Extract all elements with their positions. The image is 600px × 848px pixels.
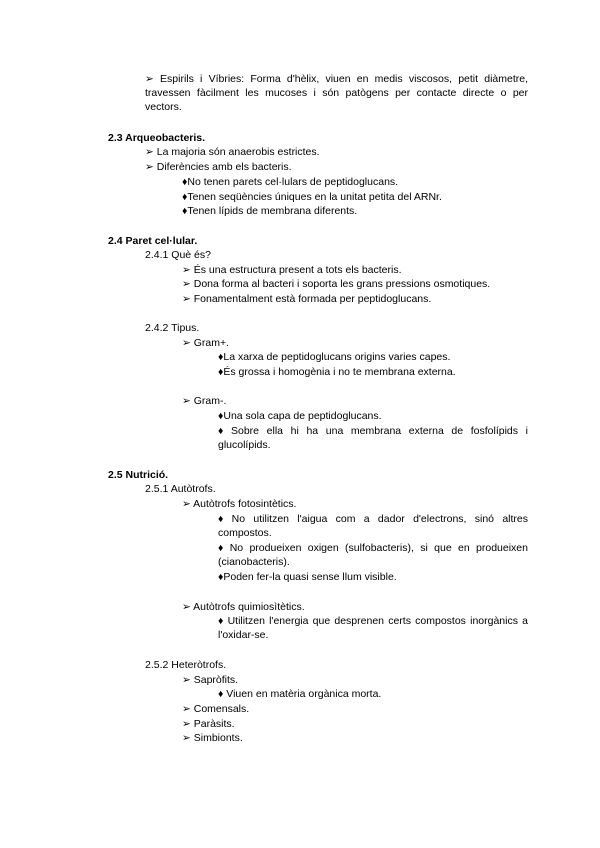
sub-bullet-oxigen xyxy=(218,541,528,569)
bullet-espirils xyxy=(145,72,528,114)
diamond-icon: ♦ xyxy=(218,513,224,525)
heading-paret-cellular: 2.4 Paret cel·lular. xyxy=(108,235,198,247)
sub-bullet-parets xyxy=(182,175,398,189)
arrow-icon: ➢ xyxy=(182,703,191,715)
bullet-text: Autòtrofs quimiosìtètics. xyxy=(193,601,305,613)
sub-bullet-text: Poden fer-la quasi sense llum visible. xyxy=(223,571,397,583)
sub-bullet-aigua xyxy=(218,512,528,540)
arrow-icon: ➢ xyxy=(145,146,154,158)
bullet-comensals xyxy=(182,702,249,716)
sub-bullet-grossa xyxy=(218,365,456,379)
diamond-icon: ♦ xyxy=(218,571,224,583)
bullet-text: Simbionts. xyxy=(193,732,243,744)
bullet-fotosintetics xyxy=(182,497,296,511)
sub-bullet-text: Tenen seqüències úniques en la unitat petita del ARNr. xyxy=(187,191,442,203)
bullet-text: És una estructura present a tots els bacteris. xyxy=(193,264,402,276)
arrow-icon: ➢ xyxy=(182,293,191,305)
sub-bullet-text: És grossa i homogènia i no te membrana externa. xyxy=(223,366,456,378)
bullet-forma xyxy=(182,277,490,291)
diamond-icon: ♦ xyxy=(218,542,224,554)
diamond-icon: ♦ xyxy=(218,425,224,437)
sub-bullet-llum xyxy=(218,570,397,584)
sub-bullet-materia xyxy=(218,687,381,701)
sub-bullet-text: Viuen en matèria orgànica morta. xyxy=(226,688,382,700)
bullet-parasits xyxy=(182,717,235,731)
arrow-icon: ➢ xyxy=(182,395,191,407)
diamond-icon: ♦ xyxy=(218,615,224,627)
subheading-que-es: 2.4.1 Què és? xyxy=(145,249,211,261)
diamond-icon: ♦ xyxy=(218,410,224,422)
bullet-saprofits xyxy=(182,673,238,687)
bullet-text: La majoria són anaerobis estrictes. xyxy=(156,146,320,158)
diamond-icon: ♦ xyxy=(218,366,224,378)
diamond-icon: ♦ xyxy=(182,176,188,188)
sub-bullet-xarxa xyxy=(218,350,450,364)
sub-bullet-capa xyxy=(218,409,382,423)
bullet-text: Sapròfits. xyxy=(193,674,239,686)
arrow-icon: ➢ xyxy=(145,73,154,85)
arrow-icon: ➢ xyxy=(182,337,191,349)
bullet-text: Diferències amb els bacteris. xyxy=(156,161,292,173)
bullet-text: Dona forma al bacteri i soporta les grans pressions osmotiques. xyxy=(193,278,491,290)
bullet-diferencies xyxy=(145,160,292,174)
sub-bullet-text: No utilitzen l'aigua com a dador d'electrons, sinó altres compostos. xyxy=(218,513,528,539)
sub-bullet-text: Utilitzen l'energia que desprenen certs compostos inorgànics a l'oxidar-se. xyxy=(218,615,529,641)
arrow-icon: ➢ xyxy=(182,601,191,613)
diamond-icon: ♦ xyxy=(218,688,224,700)
heading-arqueobacteris: 2.3 Arqueobacteris. xyxy=(108,132,206,144)
arrow-icon: ➢ xyxy=(182,498,191,510)
sub-bullet-text: Una sola capa de peptidoglucans. xyxy=(223,410,382,422)
sub-bullet-sequencies xyxy=(182,190,442,204)
bullet-text: Gram-. xyxy=(193,395,227,407)
bullet-text: Comensals. xyxy=(193,703,250,715)
arrow-icon: ➢ xyxy=(182,264,191,276)
arrow-icon: ➢ xyxy=(182,674,191,686)
heading-nutricio: 2.5 Nutrició. xyxy=(108,469,169,481)
bullet-text: Autòtrofs fotosintètics. xyxy=(193,498,297,510)
bullet-anaerobis xyxy=(145,145,320,159)
arrow-icon: ➢ xyxy=(182,278,191,290)
subheading-heterotrofs: 2.5.2 Heteròtrofs. xyxy=(145,659,227,671)
bullet-text: Fonamentalment està formada per peptidoglucans. xyxy=(193,293,432,305)
diamond-icon: ♦ xyxy=(218,351,224,363)
bullet-gram-negative xyxy=(182,394,226,408)
bullet-espirils-text: Espirils i Víbries: Forma d'hèlix, viuen en medis viscosos, petit diàmetre, travessen fàcilment les mucoses i són patògens per contacte directe o per vectors. xyxy=(145,73,529,113)
bullet-quimiosintetics xyxy=(182,600,305,614)
bullet-estructura xyxy=(182,263,402,277)
sub-bullet-text: La xarxa de peptidoglucans origins varies capes. xyxy=(223,351,451,363)
arrow-icon: ➢ xyxy=(182,718,191,730)
bullet-simbionts xyxy=(182,731,243,745)
sub-bullet-text: No tenen parets cel·lulars de peptidoglucans. xyxy=(187,176,399,188)
arrow-icon: ➢ xyxy=(145,161,154,173)
subheading-tipus: 2.4.2 Tipus. xyxy=(145,322,200,334)
arrow-icon: ➢ xyxy=(182,732,191,744)
subheading-autotrofs: 2.5.1 Autòtrofs. xyxy=(145,483,216,495)
sub-bullet-text: No produeixen oxigen (sulfobacteris), si que en produeixen (cianobacteris). xyxy=(218,542,528,568)
bullet-text: Paràsits. xyxy=(193,718,235,730)
sub-bullet-text: Tenen lípids de membrana diferents. xyxy=(187,205,358,217)
sub-bullet-lipids xyxy=(182,204,357,218)
bullet-peptidoglucans xyxy=(182,292,431,306)
diamond-icon: ♦ xyxy=(182,205,188,217)
bullet-gram-positive xyxy=(182,336,229,350)
diamond-icon: ♦ xyxy=(182,191,188,203)
sub-bullet-energia xyxy=(218,614,528,642)
sub-bullet-text: Sobre ella hi ha una membrana externa de fosfolípids i glucolípids. xyxy=(218,425,528,451)
sub-bullet-membrana xyxy=(218,424,528,452)
bullet-text: Gram+. xyxy=(193,337,230,349)
